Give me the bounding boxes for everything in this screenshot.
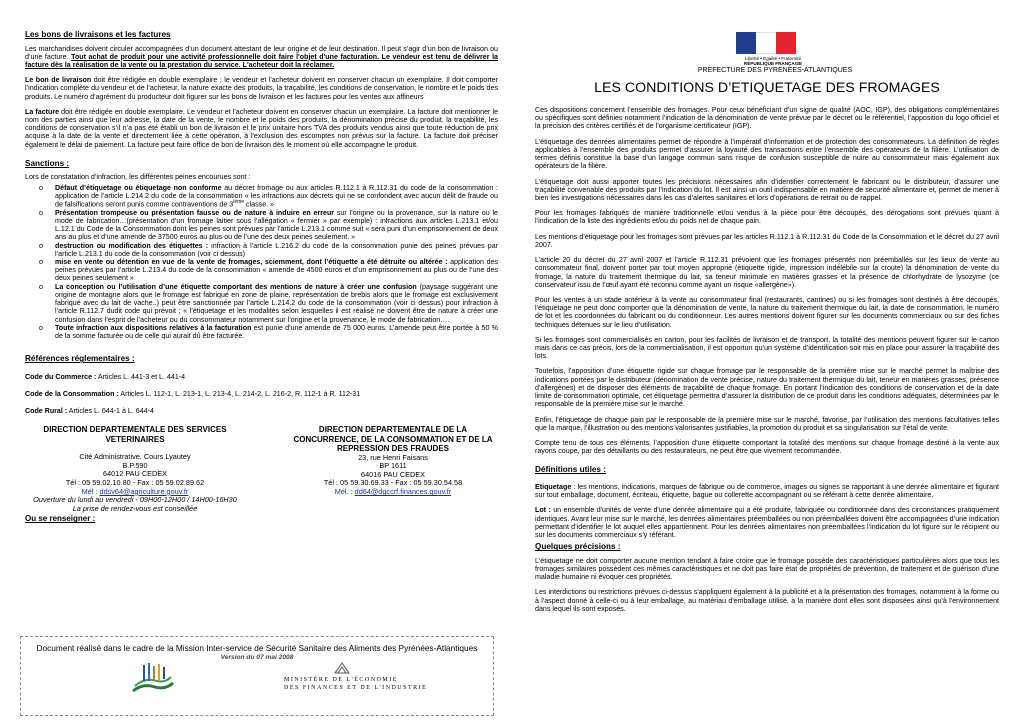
list-item: o destruction ou modification des étiquettes : infraction à l’article L.216.2 du code de la consommation punie des peines prévues par l’article L.213.1 du code de la consommation (voir ci dessus) [55, 242, 498, 258]
paragraph: Ces dispositions concernent l’ensemble des fromages. Pour ceux bénéficiant d’un signe de qualité (AOC, IGP), des obligations complémentaires ou spécifiques sont définies notamment l’indication de la dénomination de vente prévue par le décret ou le référentiel, l’apposition du logo officiel et la précision des critères certifiés et de l’organisme certificateur (IGP). [535, 106, 999, 131]
paragraph: Les mentions d’étiquetage pour les fromages sont prévues par les articles R.112.1 à R.112.31 du Code de la Consommation et le décret du 27 avril 2007. [535, 232, 999, 249]
list-item: o mise en vente ou détention en vue de la vente de fromages, sciemment, dont l’étiquette a été détruite ou altérée : application des peines prévues par l’article L.213.4 du code de la consommation « amende de 4500 euros et d’un emprisonnement au plus ou de l’une des deux peines seulement » [55, 258, 498, 283]
paragraph: L’article 20 du décret du 27 avril 2007 et l’article R.112.31 prévoient que les fromages présentés non préemballés sur les lieux de vente au consommateur final, doivent porter par tout moyen approprié (étiquette rigide, impression indélébile sur la croute) la dénomination de vente du fromage, la nature du traitement thermique du lait, sa teneur minimale en matières grasses et la présence de chlorhydrate de lysozyme (ce conservateur issu de l’œuf ayant été reconnu comme ayant un risque «allergène»). [535, 256, 999, 289]
ddsv-email-link[interactable]: ddsv64@agriculture.gouv.fr [99, 486, 189, 496]
rf-logo-text: Liberté • Égalité • Fraternité RÉPUBLIQUE FRANÇAISE [743, 56, 803, 67]
list-item: o La conception ou l’utilisation d’une étiquette comportant des mentions de nature à créer une confusion (paysage suggérant une origine de montagne alors que le fromage est fabriqué en zone de plaine, représentation de brebis alors que le fromage est exclusivement fabriqué avec du lait de vache..) peut être sanctionnée par l’article L.214.2 du code de la consommation (voir ci dessus) pour infraction à l’article R.112.7 dudit code qui prévoit ; « l’étiquetage et les modalités selon lesquelles il est réalisé ne doivent être de nature à créer une confusion dans l’esprit de l’acheteur ou du consommateur notamment sur l’origine et la provenance, le mode de fabrication…. [55, 283, 498, 324]
paragraph: Toutefois, l’apposition d’une étiquette rigide sur chaque fromage par le responsable de la première mise sur le marché permet la maîtrise des indications portées par le distributeur (dénomination de vente précise, nature du traitement thermique du lait, teneur en matières grasses, présence d’allergènes) et de disposer des éléments de traçabilité de chaque fromage. En portant l’indication des conditions de conservation et de la date limite de consommation optimale, cet étiquetage permettra d’assurer la distribution de ce produit dans les conditions adéquates, déterminées par le responsable de la première mise sur le marché. [535, 367, 999, 409]
list-item: o Toute infraction aux dispositions relatives à la facturation est punie d’une amende de 75 000 euros. L’amende peut être portée à 50 % de la somme facturée ou de celle qui aurait dû être facturée. [55, 324, 498, 340]
ddsv-contact: DIRECTION DEPARTEMENTALE DES SERVICES VETERINAIRES Cité Administrative. Cours Lyautey B.P.590 64012 PAU CEDEX Tél : 05 59.02.10.80 - Fax : 05 59.02.89.62 Mél : ddsv64@agriculture.gouv.fr Ouverture du lundi au vendredi - 09H00-12H00 / 14H00-16H30 La prise de rendez-vous est conseillée Ou se renseigner : [25, 425, 245, 524]
paragraph: Les interdictions ou restrictions prévues ci-dessus s'appliquent également à la publicité et à la présentation des fromages, notamment à la forme ou à l'aspect donné à celle-ci ou à leur emballage, au matériau d'emballage utilisé, à la manière dont elles sont disposées ainsi qu'à l'environnement dans lequel ils sont exposés. [535, 588, 999, 613]
ministry-emblem [333, 661, 351, 675]
page-title: LES CONDITIONS D’ETIQUETAGE DES FROMAGES [594, 80, 940, 96]
paragraph: L'étiquetage ne doit comporter aucune mention tendant à faire croire que le fromage possède des caractéristiques particulières alors que tous les fromages similaires possèdent ces mêmes caractéristiques et ne doit pas faire état de propriétés de prévention, de traitement et de guérison d'une maladie humaine ni évoquer ces propriétés. [535, 556, 999, 582]
ref-consommation: Code de la Consommation : Articles L. 112-1, L. 213-1, L. 213-4, L. 214-2, L. 216-2, R. 112-1 à R. 112-31 [25, 389, 361, 398]
republique-francaise-logo [736, 32, 796, 54]
dgccrf-contact: DIRECTION DEPARTEMENTALE DE LA CONCURRENCE, DE LA CONSOMMATION ET DE LA REPRESSION DES FRAUDES 23, rue Henri Faisans BP 1611 64016 PAU CEDEX Tél : 05 59.30.69.33 - Fax : 05 59.30.54.58 Mél. : dd64@dgccrf.finances.gouv.fr [293, 425, 493, 497]
heading-definitions: Définitions utiles : [535, 465, 606, 475]
heading-references: Références réglementaires : [25, 354, 135, 364]
ref-commerce: Code du Commerce : Articles L. 441-3 et L. 441-4 [25, 372, 186, 381]
footer-box [20, 636, 494, 716]
heading-sanctions: Sanctions : [25, 158, 70, 168]
sanctions-intro: Lors de constatation d’infraction, les différentes peines encourues sont : [25, 173, 251, 182]
footer-text: Document réalisé dans le cadre de la Mission Inter-service de Sécurité Sanitaire des Aliments des Pyrénées-Atlantiques [36, 643, 478, 653]
bon-livraison-paragraph: Le bon de livraison doit être rédigée en double exemplaire ; le vendeur et l'acheteur doivent en conserver chacun un exemplaire. Il doit comporter l’indication complète du vendeur et de l’acheteur, la nature exacte des produits, la traçabilité, les conditions de conservation, le nombre et le poids des produits. Le numéro d’agrément du producteur doit figurer sur les bons de livraison et les factures pour les ventes aux affineurs [25, 76, 498, 101]
ref-rural: Code Rural : Articles L. 644-1 à L. 644-4 [25, 407, 154, 416]
paragraph: Enfin, l’étiquetage de chaque pain par le responsable de la première mise sur le marché, favorise, par l’utilisation des mentions facultatives telles que la marque, l’illustration ou des mentions valorisantes justifiables, la promotion du produit et sa singularisation sur l’étal de vente. [535, 415, 999, 432]
list-item: o Défaut d’étiquetage ou étiquetage non conforme au décret fromage ou aux articles R.112.1 à R.112.31 du code de la consommation : application de l’article L.214.2 du code de la consommation « les infractions aux décrets qui ne se confondent avec aucun délit de fraude ou de falsifications seront punis comme contraventions de 3ième classe. » [55, 184, 498, 209]
ministry-logo: MINISTÈRE DE L'ÉCONOMIE DES FINANCES ET DE L'INDUSTRIE [284, 677, 428, 691]
dgccrf-email-link[interactable]: dd64@dgccrf.finances.gouv.fr [354, 487, 452, 497]
list-item: o Présentation trompeuse ou présentation fausse ou de nature à induire en erreur sur l’origine ou la provenance, sur la nature ou le mode de fabrication…(présentation d’un fromage laitier sous l’allégation « fermier » par exemple) : infractions aux articles L.213.1 et/ou L.12.1 du Code de la Consommation dont les peines sont prévues par l’article L.213.1 comme suit « sera puni d’un emprisonnement de deux ans au plus et d’une amende de 37500 euros au plus ou de l’une des deux peines seulement. » [55, 209, 498, 242]
ou-se-renseigner: Ou se renseigner : [25, 514, 96, 524]
facture-paragraph: La facture doit être rédigée en double exemplaire. Le vendeur et l'acheteur doivent en conserver chacun un exemplaire. La facture doit mentionner le nom des parties ainsi que leur adresse, la date de la vente, le nombre et le poids des produits, la dénomination précise du produit, la traçabilité, les conditions de conservation s’il n’a pas été établi un bon de livraison et le prix unitaire hors TVA des produits vendus ainsi que toute réduction de prix acquise à la date de la vente et directement liée à cette opération, à l'exclusion des escomptes non prévus sur la facture. La facture doit préciser également le délai de paiement. La facture peut faire office de bon de livraison dès le moment où elle accompagne le produit. [25, 107, 499, 149]
definition-etiquetage: Etiquetage : les mentions, indications, marques de fabrique ou de commerce, images ou signes se rapportant à une denrée alimentaire et figurant sur tout emballage, document, écriteau, étiquette, bague ou collerette accompagnant ou se référant à cette denrée alimentaire. [535, 482, 999, 500]
heading-bons-livraison: Les bons de livraisons et les factures [25, 30, 171, 39]
definition-lot: Lot : un ensemble d'unités de vente d'une denrée alimentaire qui a été produite, fabriquée ou conditionnée dans des circonstances pratiquement identiques. Avant leur mise sur le marché, les denrées alimentaires préemballées ou non préemballées doivent être accompagnées d’une indication permettant d’identifier le lot auquel elles appartiennent. Pour les denrées alimentaires non préemballées l’indication du lot figure sur le récipient ou sur les documents commerciaux s’y référant. [535, 506, 999, 540]
misa-logo [129, 661, 177, 697]
left-column [25, 30, 498, 524]
paragraph: Compte tenu de tous ces éléments, l’apposition d’une étiquette comportant la totalité des mentions sur chaque fromage destiné à la vente aux rayons coupe, par des détaillants ou des restaurateurs, ne peut être que vivement recommandée. [535, 439, 999, 456]
paragraph: Pour les fromages fabriqués de manière traditionnelle et/ou vendus à la pièce pour être découpés, des dérogations sont prévues quant à l’indication de la liste des ingrédients et/ou du poids net de chaque pain. [535, 209, 999, 226]
paragraph: L’étiquetage doit aussi apporter toutes les précisions nécessaires afin d’identifier correctement le fabricant ou le distributeur, d’assurer une traçabilité convenable des produits par l’indication du lot. Il est ainsi un outil indispensable en matière de sécurité alimentaire et, permet de mener à bien les investigations nécessaires dans les cas d’alertes sanitaires et lors d’opérations de retrait ou de rappel. [535, 177, 999, 202]
prefecture-name: PREFECTURE DES PYRENEES-ATLANTIQUES [697, 67, 853, 74]
paragraph: L’étiquetage des denrées alimentaires permet de répondre à l’impératif d’information et de protection des consommateurs. La définition de règles applicables à l’ensemble des produits permet d’assurer la loyauté des transactions entre l’ensemble des opérateurs de la filière. L’utilisation de termes définis constitue la base d’un langage commun sans risque de confusion susceptible de nuire au consommateur mais également aux opérateurs de la filière. [535, 137, 999, 171]
right-column [535, 106, 999, 620]
paragraph: Si les fromages sont commercialisés en carton, pour les facilités de livraison et de transport, la totalité des mentions peuvent figurer sur le carton mais dans ce cas précis, lors de la commercialisation, il est opportun qu’un système d’identification soit mis en place pour assurer la traçabilité des lots. [535, 335, 999, 361]
heading-precisions: Quelques précisions : [535, 542, 621, 552]
paragraph: Pour les ventes à un stade antérieur à la vente au consommateur final (restaurants, cantines) ou si les fromages sont destinés à être découpés, l’étiquetage ne peut donc comporter que la dénomination de vente, la nature du traitement thermique du lait, la date de consommation, le numéro de lot et les coordonnées du fabricant ou du conditionneur. Les autres mentions doivent figurer sur les documents commerciaux ou sur des fiches techniques détenues sur le lieu d’utilisation. [535, 295, 999, 329]
footer-version: Version du 07 mai 2008 [220, 653, 294, 661]
contacts [25, 425, 498, 524]
intro-paragraph: Les marchandises doivent circuler accompagnées d’un document attestant de leur origine et de leur destination. Il peut s’agir d’un bon de livraison ou d’une facture. Tout achat de produit pour une activité professionnelle doit faire l'objet d'une facturation. Le vendeur est tenu de délivrer la facture dès la réalisation de la vente ou la prestation du service. L'acheteur doit la réclamer. [25, 44, 498, 69]
penalties-list [25, 184, 498, 341]
